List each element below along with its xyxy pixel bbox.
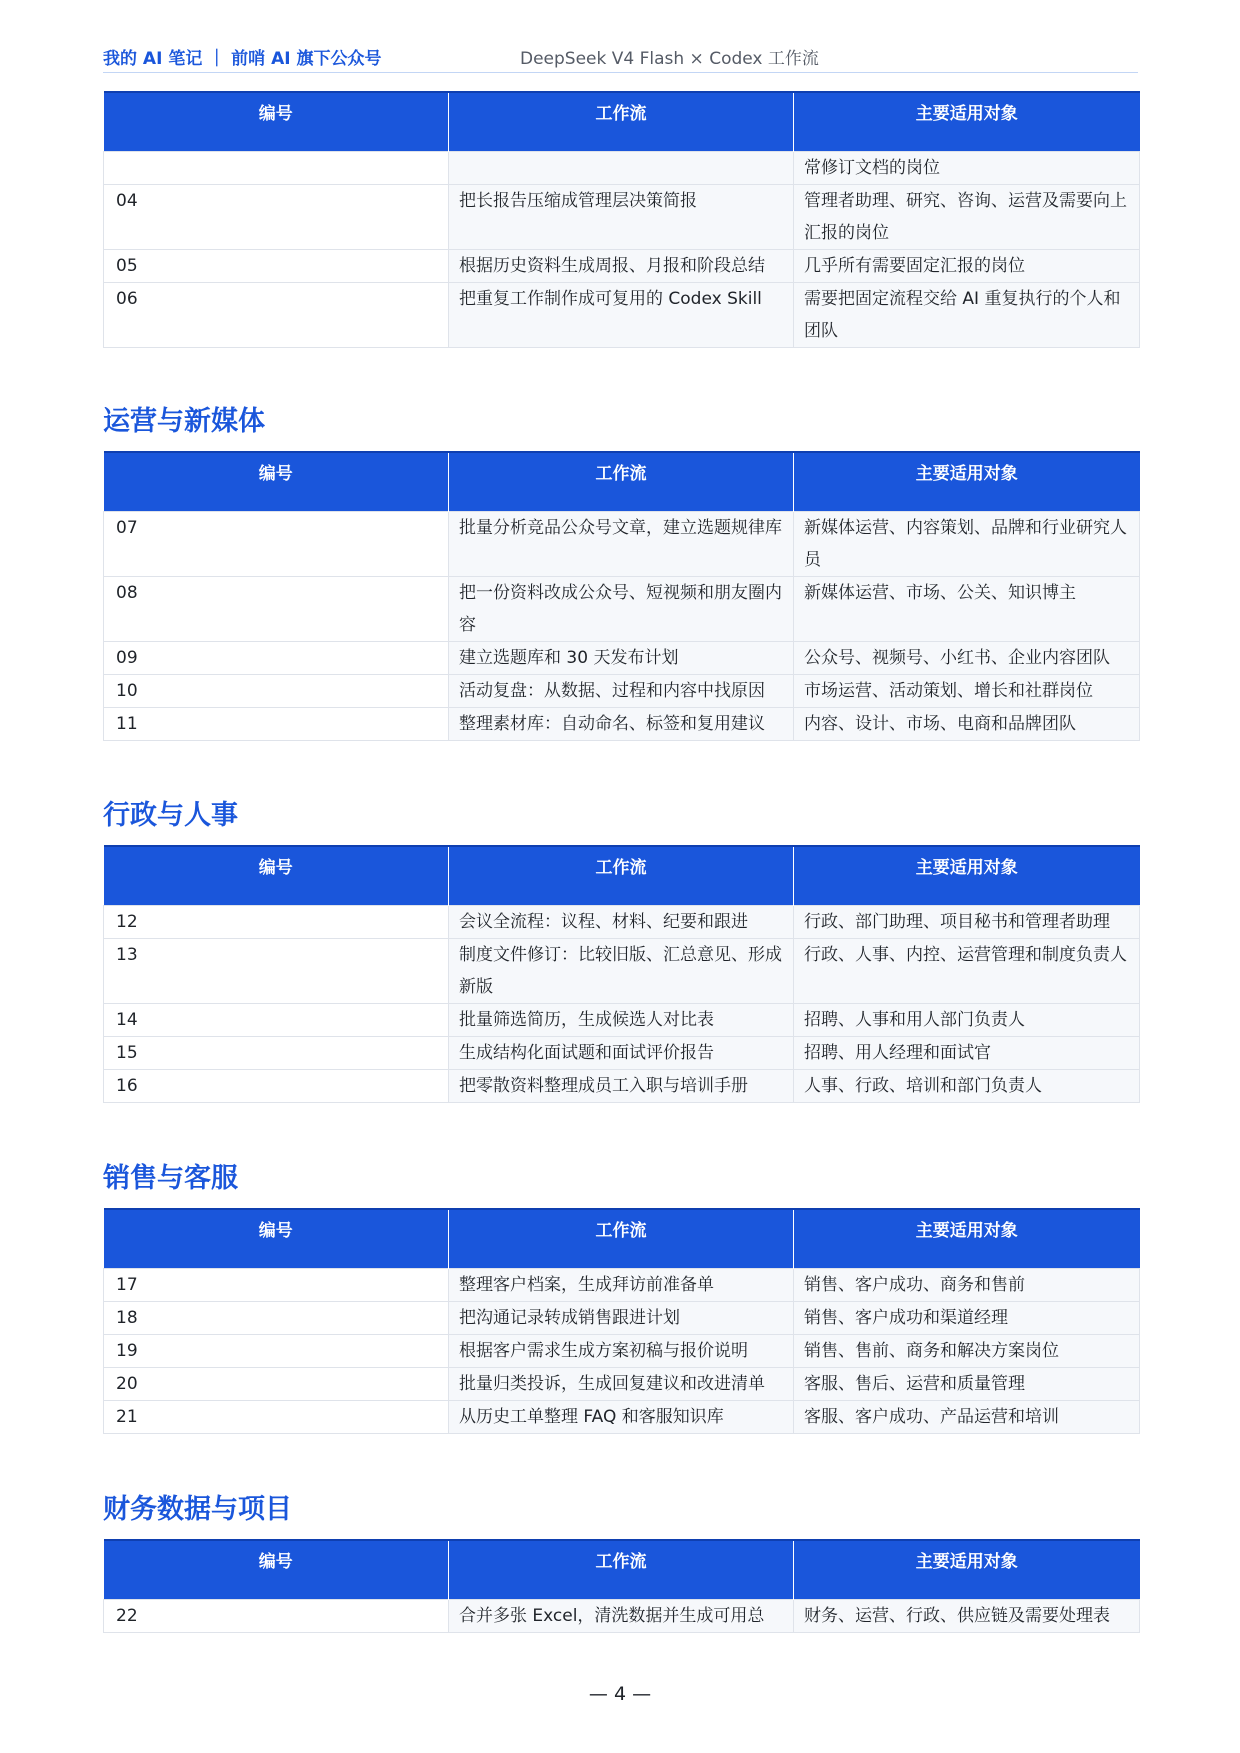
table-row (104, 708, 1140, 741)
section-heading-operations: 运营与新媒体 (103, 406, 265, 437)
cell-target: 新媒体运营、内容策划、品牌和行业研究人员 (794, 512, 1140, 577)
cell-number: 12 (104, 906, 449, 939)
workflow-table (103, 91, 1140, 348)
cell-target: 行政、人事、内控、运营管理和制度负责人 (794, 939, 1140, 1004)
table-header-row (104, 846, 1140, 906)
table-row (104, 1368, 1140, 1401)
cell-workflow: 根据客户需求生成方案初稿与报价说明 (449, 1335, 794, 1368)
cell-number (104, 152, 449, 185)
cell-number: 09 (104, 642, 449, 675)
column-header-number: 编号 (104, 846, 449, 906)
cell-target: 人事、行政、培训和部门负责人 (794, 1070, 1140, 1103)
column-header-number: 编号 (104, 1540, 449, 1600)
cell-number: 19 (104, 1335, 449, 1368)
workflow-table (103, 451, 1140, 741)
table-block-operations (103, 451, 1139, 741)
cell-workflow: 把长报告压缩成管理层决策简报 (449, 185, 794, 250)
cell-number: 08 (104, 577, 449, 642)
cell-number: 11 (104, 708, 449, 741)
cell-workflow: 生成结构化面试题和面试评价报告 (449, 1037, 794, 1070)
column-header-workflow: 工作流 (449, 1540, 794, 1600)
table-header-row (104, 452, 1140, 512)
cell-workflow: 批量归类投诉，生成回复建议和改进清单 (449, 1368, 794, 1401)
table-row (104, 906, 1140, 939)
table-header-row (104, 1209, 1140, 1269)
table-block-finance-projects (103, 1539, 1139, 1633)
table-row (104, 152, 1140, 185)
table-row (104, 675, 1140, 708)
cell-number: 04 (104, 185, 449, 250)
table-row (104, 250, 1140, 283)
cell-workflow: 把零散资料整理成员工入职与培训手册 (449, 1070, 794, 1103)
cell-number: 17 (104, 1269, 449, 1302)
cell-workflow: 整理素材库：自动命名、标签和复用建议 (449, 708, 794, 741)
cell-target: 客服、客户成功、产品运营和培训 (794, 1401, 1140, 1434)
column-header-target: 主要适用对象 (794, 452, 1140, 512)
cell-target: 招聘、人事和用人部门负责人 (794, 1004, 1140, 1037)
cell-number: 20 (104, 1368, 449, 1401)
cell-target: 行政、部门助理、项目秘书和管理者助理 (794, 906, 1140, 939)
cell-number: 16 (104, 1070, 449, 1103)
cell-target: 公众号、视频号、小红书、企业内容团队 (794, 642, 1140, 675)
table-row (104, 512, 1140, 577)
cell-workflow: 从历史工单整理 FAQ 和客服知识库 (449, 1401, 794, 1434)
table-row (104, 1269, 1140, 1302)
column-header-target: 主要适用对象 (794, 1209, 1140, 1269)
table-row (104, 1335, 1140, 1368)
table-header-row (104, 1540, 1140, 1600)
cell-workflow: 合并多张 Excel，清洗数据并生成可用总 (449, 1600, 794, 1633)
cell-number: 10 (104, 675, 449, 708)
cell-target: 销售、客户成功、商务和售前 (794, 1269, 1140, 1302)
cell-workflow: 批量筛选简历，生成候选人对比表 (449, 1004, 794, 1037)
column-header-number: 编号 (104, 452, 449, 512)
cell-workflow: 活动复盘：从数据、过程和内容中找原因 (449, 675, 794, 708)
cell-number: 22 (104, 1600, 449, 1633)
table-block-continued (103, 91, 1139, 348)
cell-target: 几乎所有需要固定汇报的岗位 (794, 250, 1140, 283)
cell-number: 15 (104, 1037, 449, 1070)
page-number: — 4 — (588, 1683, 652, 1705)
table-row (104, 642, 1140, 675)
cell-target: 管理者助理、研究、咨询、运营及需要向上汇报的岗位 (794, 185, 1140, 250)
cell-workflow: 制度文件修订：比较旧版、汇总意见、形成新版 (449, 939, 794, 1004)
cell-number: 06 (104, 283, 449, 348)
section-heading-admin-hr: 行政与人事 (103, 800, 238, 831)
cell-target: 招聘、用人经理和面试官 (794, 1037, 1140, 1070)
brand-label: 我的 AI 笔记 ｜ 前哨 AI 旗下公众号 (103, 49, 382, 69)
table-row (104, 1004, 1140, 1037)
cell-workflow: 把重复工作制作成可复用的 Codex Skill (449, 283, 794, 348)
table-row (104, 1070, 1140, 1103)
cell-number: 05 (104, 250, 449, 283)
cell-target: 新媒体运营、市场、公关、知识博主 (794, 577, 1140, 642)
cell-target: 市场运营、活动策划、增长和社群岗位 (794, 675, 1140, 708)
cell-workflow: 整理客户档案，生成拜访前准备单 (449, 1269, 794, 1302)
cell-target: 销售、售前、商务和解决方案岗位 (794, 1335, 1140, 1368)
table-row (104, 1600, 1140, 1633)
cell-target: 内容、设计、市场、电商和品牌团队 (794, 708, 1140, 741)
table-row (104, 283, 1140, 348)
workflow-table (103, 845, 1140, 1103)
cell-workflow: 批量分析竞品公众号文章，建立选题规律库 (449, 512, 794, 577)
column-header-workflow: 工作流 (449, 846, 794, 906)
cell-target: 销售、客户成功和渠道经理 (794, 1302, 1140, 1335)
table-row (104, 1401, 1140, 1434)
section-heading-sales-service: 销售与客服 (103, 1163, 238, 1194)
cell-target: 客服、售后、运营和质量管理 (794, 1368, 1140, 1401)
column-header-workflow: 工作流 (449, 92, 794, 152)
workflow-table (103, 1208, 1140, 1434)
table-block-sales-service (103, 1208, 1139, 1434)
table-row (104, 185, 1140, 250)
column-header-target: 主要适用对象 (794, 92, 1140, 152)
cell-number: 13 (104, 939, 449, 1004)
cell-number: 21 (104, 1401, 449, 1434)
workflow-table (103, 1539, 1140, 1633)
cell-number: 18 (104, 1302, 449, 1335)
cell-target: 常修订文档的岗位 (794, 152, 1140, 185)
cell-workflow: 根据历史资料生成周报、月报和阶段总结 (449, 250, 794, 283)
cell-target: 财务、运营、行政、供应链及需要处理表 (794, 1600, 1140, 1633)
table-row (104, 577, 1140, 642)
column-header-number: 编号 (104, 1209, 449, 1269)
cell-target: 需要把固定流程交给 AI 重复执行的个人和团队 (794, 283, 1140, 348)
page-header (103, 42, 1138, 73)
cell-workflow: 把沟通记录转成销售跟进计划 (449, 1302, 794, 1335)
cell-workflow: 建立选题库和 30 天发布计划 (449, 642, 794, 675)
document-title: DeepSeek V4 Flash × Codex 工作流 (520, 49, 819, 69)
table-row (104, 939, 1140, 1004)
cell-workflow: 把一份资料改成公众号、短视频和朋友圈内容 (449, 577, 794, 642)
table-header-row (104, 92, 1140, 152)
table-row (104, 1302, 1140, 1335)
column-header-workflow: 工作流 (449, 1209, 794, 1269)
column-header-number: 编号 (104, 92, 449, 152)
cell-number: 07 (104, 512, 449, 577)
column-header-target: 主要适用对象 (794, 846, 1140, 906)
cell-workflow: 会议全流程：议程、材料、纪要和跟进 (449, 906, 794, 939)
table-block-admin-hr (103, 845, 1139, 1103)
cell-workflow (449, 152, 794, 185)
cell-number: 14 (104, 1004, 449, 1037)
column-header-workflow: 工作流 (449, 452, 794, 512)
column-header-target: 主要适用对象 (794, 1540, 1140, 1600)
section-heading-finance-projects: 财务数据与项目 (103, 1494, 292, 1525)
table-row (104, 1037, 1140, 1070)
